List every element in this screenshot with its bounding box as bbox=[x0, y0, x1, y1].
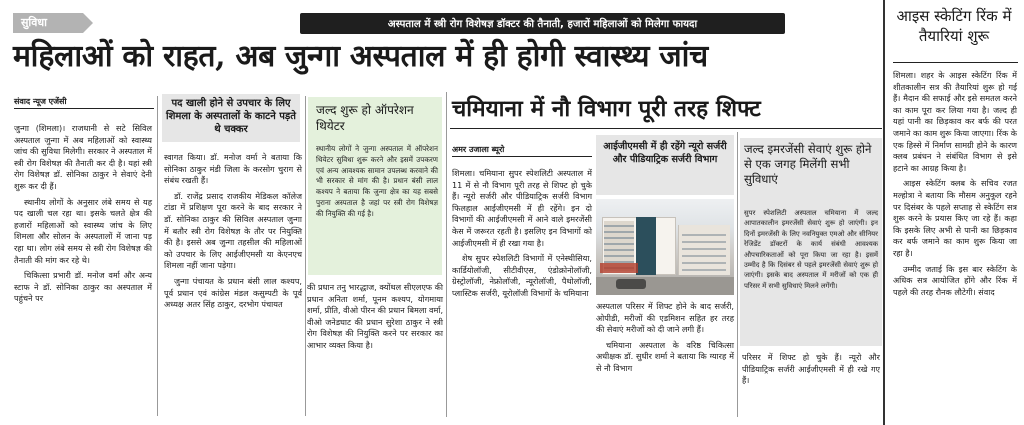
story3-para-1: शिमला। शहर के आइस स्केटिंग रिंक में शीतकालीन सत्र की तैयारियां शुरू हो गई हैं। मैदान की सफाई और इसे समतल करने का काम पूरा कर लिया गया है। जल्द ही यहां पानी का छिड़काव कर बर्फ की परत जमाने का काम शुरू किया जाएगा। रिंक के एक हिस्से में निर्माण सामग्री होने के कारण क्लब प्रबंधन ने संबंधित विभाग से इसे हटाने का आग्रह किया है। bbox=[893, 70, 1017, 173]
byline-rule-2 bbox=[452, 156, 592, 157]
ot-demand-title: जल्द शुरू हो ऑपरेशन थियेटर bbox=[316, 103, 414, 133]
column-divider bbox=[737, 132, 738, 417]
hospital-photo bbox=[596, 199, 734, 295]
story1-column-1 bbox=[14, 123, 152, 305]
story2-col1-para-2: शेष सुपर स्पेशलिटी विभागों में एनेस्थीसिया, कार्डियोलॉजी, सीटीवीएस, एंडोक्रोनोलॉजी, ग्रेस्ट्रोलॉजी, नेफ्रोलॉजी, न्यूरोलॉजी, पैथोलॉजी, प्लास्टिक सर्जरी, यूरोलॉजी विभागों के चमियाना bbox=[452, 253, 592, 298]
kicker-text: अस्पताल में स्त्री रोग विशेषज्ञ डॉक्टर की तैनाती, हजारों महिलाओं को मिलेगा फायदा bbox=[387, 19, 698, 30]
sidebar-callout-title: पद खाली होने से उपचार के लिए शिमला के अस्पतालों के काटने पड़ते थे चक्कर bbox=[166, 98, 296, 135]
story1-column-2 bbox=[164, 152, 302, 311]
story3-headline-rule bbox=[893, 62, 1018, 63]
story3-headline: आइस स्केटिंग रिंक में तैयारियां शुरू bbox=[896, 7, 1012, 45]
story3-para-3: उम्मीद जताई कि इस बार स्केटिंग के अधिक सत्र आयोजित होंगे और रिंक में पहले की तरह रौनक लौटेगी। संवाद bbox=[893, 263, 1017, 297]
story2-column-3: परिसर में शिफ्ट हो चुके हैं। न्यूरो और पीडियाट्रिक सर्जरी आईजीएमसी में ही रखे गए हैं। bbox=[742, 352, 880, 386]
story2-column-2 bbox=[596, 301, 734, 375]
byline-1: संवाद न्यूज एजेंसी bbox=[14, 97, 67, 106]
story1-col2-para-2: डॉ. राजेंद्र प्रसाद राजकीय मेडिकल कॉलेज टांडा में प्रशिक्षण पूरा करने के बाद सरकार ने डॉ. सोनिका ठाकुर की सिविल अस्पताल जुन्गा में बतौर स्त्री रोग विशेषज्ञ के तौर पर नियुक्ति की है। इससे अब जुन्गा तहसील की महिलाओं को उपचार के लिए आईजीएमसी या केएनएच शिमला नहीं जाना पड़ेगा। bbox=[164, 190, 302, 271]
section-tag-arrow bbox=[83, 13, 93, 33]
story3-body bbox=[893, 70, 1017, 298]
ot-demand-body: स्थानीय लोगों ने जुन्गा अस्पताल में ऑपरेशन थियेटर सुविधा शुरू करने और इसमें उपकरण एवं अन्य आवश्यक सामान उपलब्ध करवाने की भी सरकार से मांग की है। प्रधान बंसी लाल कश्यप ने बताया कि जुन्गा क्षेत्र का यह सबसे पुराना अस्पताल है जहां पर स्त्री रोग विशेषज्ञ की नियुक्ति की गई है। bbox=[316, 144, 438, 218]
story2-headline: चमियाना में नौ विभाग पूरी तरह शिफ्ट bbox=[452, 96, 761, 122]
column-divider bbox=[157, 96, 158, 416]
story2-col1-para-1: शिमला। चमियाना सुपर स्पेशलिटी अस्पताल में 11 में से नौ विभाग पूरी तरह से शिफ्ट हो चुके हैं। न्यूरो सर्जरी और पीडियाट्रिक सर्जरी विभाग फिलहाल आईजीएमसी में ही रहेंगे। इन दो विभागों की आईजीएमसी में आने वाले इमरजेंसी केस में जरूरत रहती है। इसलिए इन विभागों को आईजीएमसी में ही रखा गया है। bbox=[452, 168, 592, 248]
story1-col1-para-2: स्थानीय लोगों के अनुसार लंबे समय से यह पद खाली चल रहा था। इसके चलते क्षेत्र की हजारों महिलाओं को स्वास्थ्य जांच के लिए शिमला और सोलन के अस्पतालों में जाना पड़ रहा था। लोग लंबे समय से स्त्री रोग विशेषज्ञ की तैनाती की मांग कर रहे थे। bbox=[14, 196, 152, 265]
story3-para-2: आइस स्केटिंग क्लब के सचिव रजत मल्होत्रा ने बताया कि मौसम अनुकूल रहने पर दिसंबर के पहले सप्ताह से स्केटिंग सत्र शुरू करने के प्रयास किए जा रहे हैं। कहा कि इसके लिए अभी से पानी का छिड़काव कर बर्फ जमाने का काम शुरू किया जा रहा है। bbox=[893, 178, 1017, 258]
byline-2: अमर उजाला ब्यूरो bbox=[452, 145, 505, 154]
main-headline: महिलाओं को राहत, अब जुन्गा अस्पताल में ही होगी स्वास्थ्य जांच bbox=[13, 39, 708, 74]
story1-col1-para-1: जुन्गा (शिमला)। राजधानी से सटे सिविल अस्पताल जुन्गा में अब महिलाओं को स्वास्थ्य जांच की सुविधा मिलेगी। सरकार ने अस्पताल में स्त्री रोग विशेषज्ञ की तैनाती कर दी है। यहां स्त्री रोग विशेषज्ञ डॉ. सोनिका ठाकुर ने सेवाएं देनी शुरू कर दी हैं। bbox=[14, 123, 152, 191]
story1-column-3: की प्रधान तनु भारद्धाज, क्योंथल सीएलएफ की प्रधान अनिता शर्मा, पूनम कश्यप, योगमाया शर्मा, प्रीति, वीओ पीरन की प्रधान बिमला वर्मा, वीओ जनेडघाट की प्रधान सुरेशा ठाकुर ने स्त्री रोग विशेषज्ञ की नियुक्ति करने पर सरकार का आभार व्यक्त किया है। bbox=[307, 282, 444, 350]
byline-rule-1 bbox=[14, 108, 154, 109]
story2-col2-para-2: चमियाना अस्पताल के वरिष्ठ चिकित्सा अधीक्षक डॉ. सुधीर शर्मा ने बताया कि ग्यारह में से नौ विभाग bbox=[596, 339, 734, 373]
story1-col2-para-3: जुन्गा पंचायत के प्रधान बंसी लाल कश्यप, पूर्व प्रधान एवं कांग्रेस मंडल कसुम्पटी के पूर्व अध्यक्ष अतर सिंह ठाकुर, दरभोग पंचायत bbox=[164, 275, 302, 310]
photo-caption-title: आईजीएमसी में ही रहेंगे न्यूरो सर्जरी और पीडियाट्रिक सर्जरी विभाग bbox=[603, 141, 727, 165]
story2-column-1 bbox=[452, 168, 592, 300]
story2-headline-rule bbox=[450, 128, 882, 129]
emergency-title: जल्द इमरजेंसी सेवाएं शुरू होने से एक जगह मिलेंगी सभी सुविधाएं bbox=[744, 142, 872, 186]
section-tag-label: सुविधा bbox=[21, 16, 48, 29]
column-divider bbox=[446, 92, 447, 417]
column-divider bbox=[305, 96, 306, 416]
story1-col1-para-3: चिकित्सा प्रभारी डॉ. मनोज वर्मा और अन्य स्टाफ ने डॉ. सोनिका ठाकुर का अस्पताल में पहुंचने पर bbox=[14, 270, 152, 304]
story1-col2-para-1: स्वागत किया। डॉ. मनोज वर्मा ने बताया कि सोनिका ठाकुर मंडी जिला के करसोग चुराग से संबंध रखती हैं। bbox=[164, 152, 302, 186]
emergency-body: सुपर स्पेशलिटी अस्पताल चमियाना में जल्द आपातकालीन इमरजेंसी सेवाएं शुरू हो जाएंगी। इन दिनों इमरजेंसी के लिए नवनियुक्त एमओ और सीनियर रेजिडेंट डॉक्टरों के कार्य संबंधी आवश्यक औपचारिकताओं को पूरा किया जा रहा है। इसमें उम्मीद है कि दिसंबर से पहले इमरजेंसी सेवाएं शुरू हो जाएंगी। इसके बाद अस्पताल में मरीजों को एक ही परिसर में सभी सुविधाएं मिलने लगेंगी। bbox=[744, 209, 878, 290]
story2-col2-para-1: अस्पताल परिसर में शिफ्ट होने के बाद सर्जरी, ओपीडी, मरीजों की एडमिशन सहित हर तरह की सेवाएं मरीजों को दी जाने लगी हैं। bbox=[596, 301, 734, 335]
